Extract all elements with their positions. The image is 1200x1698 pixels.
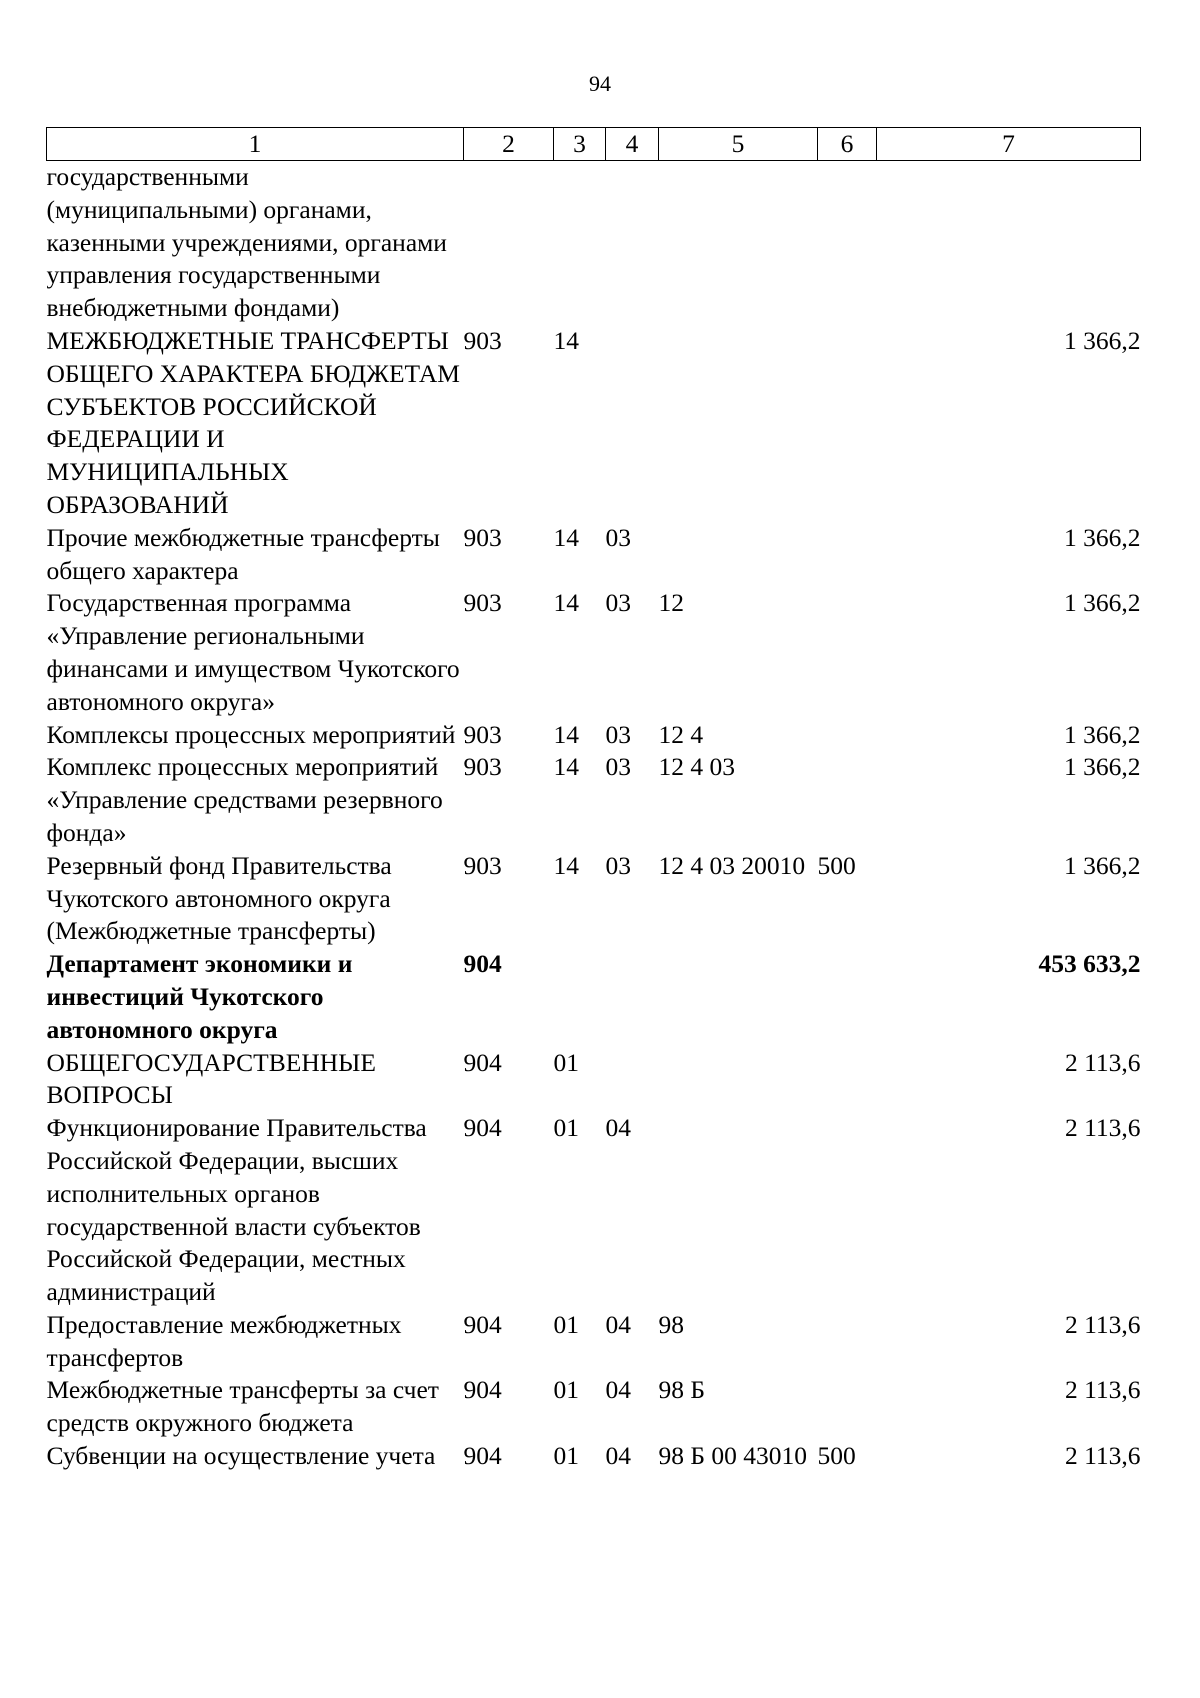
section-code-cell: 14 — [553, 850, 579, 880]
subsection-code-cell: 04 — [605, 1375, 631, 1405]
table-row — [47, 1112, 1141, 1309]
target-article-code-cell: 98 Б — [658, 1375, 706, 1405]
budget-table — [46, 127, 1141, 1473]
table-row — [47, 1047, 1141, 1113]
expense-type-code-cell — [818, 1047, 877, 1113]
table-row — [47, 522, 1141, 588]
expense-type-code-cell — [818, 1309, 877, 1375]
ministry-code-cell: 903 — [463, 522, 502, 552]
ministry-code-cell: 903 — [463, 752, 502, 782]
row-name-cell: Комплексы процессных мероприятий — [46, 719, 456, 749]
ministry-code-cell — [464, 161, 554, 325]
section-code-cell: 14 — [553, 522, 579, 552]
ministry-code-cell: 904 — [463, 1375, 502, 1405]
page-number: 94 — [589, 71, 611, 96]
column-header-5: 5 — [659, 128, 818, 161]
ministry-code-cell: 903 — [463, 850, 502, 880]
amount-cell: 1 366,2 — [1064, 719, 1141, 749]
target-article-code-cell — [659, 325, 818, 522]
ministry-code-cell: 904 — [463, 1113, 502, 1143]
subsection-code-cell — [606, 161, 659, 325]
target-article-code-cell — [659, 522, 818, 588]
section-code-cell: 14 — [553, 719, 579, 749]
section-code-cell — [554, 948, 606, 1046]
column-number-row — [47, 128, 1141, 161]
subsection-code-cell: 03 — [605, 752, 631, 782]
column-header-3: 3 — [554, 128, 606, 161]
row-name-cell: Комплекс процессных мероприятий «Управление средствами резервного фонда» — [46, 752, 443, 847]
ministry-code-cell: 903 — [463, 588, 502, 618]
section-code-cell: 01 — [553, 1375, 579, 1405]
section-code-cell — [554, 161, 606, 325]
table-row — [47, 751, 1141, 849]
target-article-code-cell: 12 4 — [658, 719, 704, 749]
ministry-code-cell: 904 — [463, 1047, 502, 1077]
ministry-code-cell: 904 — [463, 1441, 502, 1471]
subsection-code-cell: 03 — [605, 588, 631, 618]
section-code-cell: 14 — [553, 325, 579, 355]
row-name-cell: Государственная программа «Управление региональными финансами и имуществом Чукотского автономного округа» — [46, 588, 460, 716]
row-name-cell: ОБЩЕГОСУДАРСТВЕННЫЕ ВОПРОСЫ — [46, 1047, 376, 1110]
expense-type-code-cell — [818, 522, 877, 588]
target-article-code-cell: 12 4 03 — [658, 752, 735, 782]
amount-cell: 1 366,2 — [1064, 588, 1141, 618]
table-row — [47, 161, 1141, 325]
expense-type-code-cell: 500 — [817, 1441, 856, 1471]
target-article-code-cell — [659, 948, 818, 1046]
target-article-code-cell: 12 — [658, 588, 684, 618]
column-header-1: 1 — [47, 128, 464, 161]
amount-cell: 2 113,6 — [1064, 1375, 1141, 1405]
expense-type-code-cell: 500 — [817, 850, 856, 880]
section-code-cell: 14 — [553, 752, 579, 782]
amount-cell: 1 366,2 — [1064, 850, 1141, 880]
row-name-cell: МЕЖБЮДЖЕТНЫЕ ТРАНСФЕРТЫ ОБЩЕГО ХАРАКТЕРА БЮДЖЕТАМ СУБЪЕКТОВ РОССИЙСКОЙ ФЕДЕРАЦИИ И МУНИЦИПАЛЬНЫХ ОБРАЗОВАНИЙ — [46, 325, 460, 519]
target-article-code-cell — [659, 161, 818, 325]
expense-type-code-cell — [818, 719, 877, 752]
target-article-code-cell: 12 4 03 20010 — [658, 850, 806, 880]
table-row — [47, 325, 1141, 522]
expense-type-code-cell — [818, 751, 877, 849]
table-row — [47, 1440, 1141, 1473]
target-article-code-cell: 98 Б 00 43010 — [658, 1441, 808, 1471]
row-name-cell: Функционирование Правительства Российской Федерации, высших исполнительных органов государственной власти субъектов Российской Федерации, местных администраций — [46, 1113, 427, 1307]
section-code-cell: 01 — [553, 1047, 579, 1077]
amount-cell: 1 366,2 — [1064, 522, 1141, 552]
section-code-cell: 01 — [553, 1309, 579, 1339]
amount-cell: 1 366,2 — [1064, 325, 1141, 355]
target-article-code-cell: 98 — [658, 1309, 684, 1339]
amount-cell: 2 113,6 — [1064, 1113, 1141, 1143]
subsection-code-cell: 03 — [605, 850, 631, 880]
table-row — [47, 719, 1141, 752]
target-article-code-cell — [659, 1047, 818, 1113]
column-header-7: 7 — [877, 128, 1141, 161]
column-header-6: 6 — [818, 128, 877, 161]
table-row — [47, 948, 1141, 1046]
expense-type-code-cell — [818, 1112, 877, 1309]
subsection-code-cell: 04 — [605, 1113, 631, 1143]
amount-cell: 453 633,2 — [1038, 949, 1141, 979]
expense-type-code-cell — [818, 161, 877, 325]
row-name-cell: Прочие межбюджетные трансферты общего характера — [46, 522, 440, 585]
section-code-cell: 14 — [553, 588, 579, 618]
table-row — [47, 587, 1141, 718]
amount-cell: 2 113,6 — [1064, 1309, 1141, 1339]
table-row — [47, 1309, 1141, 1375]
ministry-code-cell: 903 — [463, 325, 502, 355]
row-name-cell: государственными (муниципальными) органами, казенными учреждениями, органами управления государственными внебюджетными фондами) — [46, 162, 447, 323]
section-code-cell: 01 — [553, 1113, 579, 1143]
subsection-code-cell: 03 — [605, 522, 631, 552]
row-name-cell: Межбюджетные трансферты за счет средств окружного бюджета — [46, 1375, 439, 1438]
amount-cell: 1 366,2 — [1064, 752, 1141, 782]
column-header-4: 4 — [606, 128, 659, 161]
row-name-cell: Предоставление межбюджетных трансфертов — [46, 1309, 402, 1372]
subsection-code-cell: 04 — [605, 1441, 631, 1471]
table-row — [47, 1374, 1141, 1440]
amount-cell: 2 113,6 — [1064, 1047, 1141, 1077]
column-header-2: 2 — [464, 128, 554, 161]
row-name-cell: Департамент экономики и инвестиций Чукотского автономного округа — [46, 949, 353, 1044]
section-code-cell: 01 — [553, 1441, 579, 1471]
subsection-code-cell: 03 — [605, 719, 631, 749]
target-article-code-cell — [659, 1112, 818, 1309]
expense-type-code-cell — [818, 1374, 877, 1440]
expense-type-code-cell — [818, 587, 877, 718]
amount-cell: 2 113,6 — [1064, 1441, 1141, 1471]
expense-type-code-cell — [818, 325, 877, 522]
ministry-code-cell: 903 — [463, 719, 502, 749]
row-name-cell: Субвенции на осуществление учета — [46, 1441, 436, 1471]
subsection-code-cell — [606, 325, 659, 522]
ministry-code-cell: 904 — [463, 1309, 502, 1339]
subsection-code-cell — [606, 1047, 659, 1113]
ministry-code-cell: 904 — [463, 949, 502, 979]
subsection-code-cell — [606, 948, 659, 1046]
expense-type-code-cell — [818, 948, 877, 1046]
table-row — [47, 850, 1141, 948]
subsection-code-cell: 04 — [605, 1309, 631, 1339]
amount-cell — [877, 161, 1141, 325]
row-name-cell: Резервный фонд Правительства Чукотского автономного округа (Межбюджетные трансферты) — [46, 850, 392, 946]
